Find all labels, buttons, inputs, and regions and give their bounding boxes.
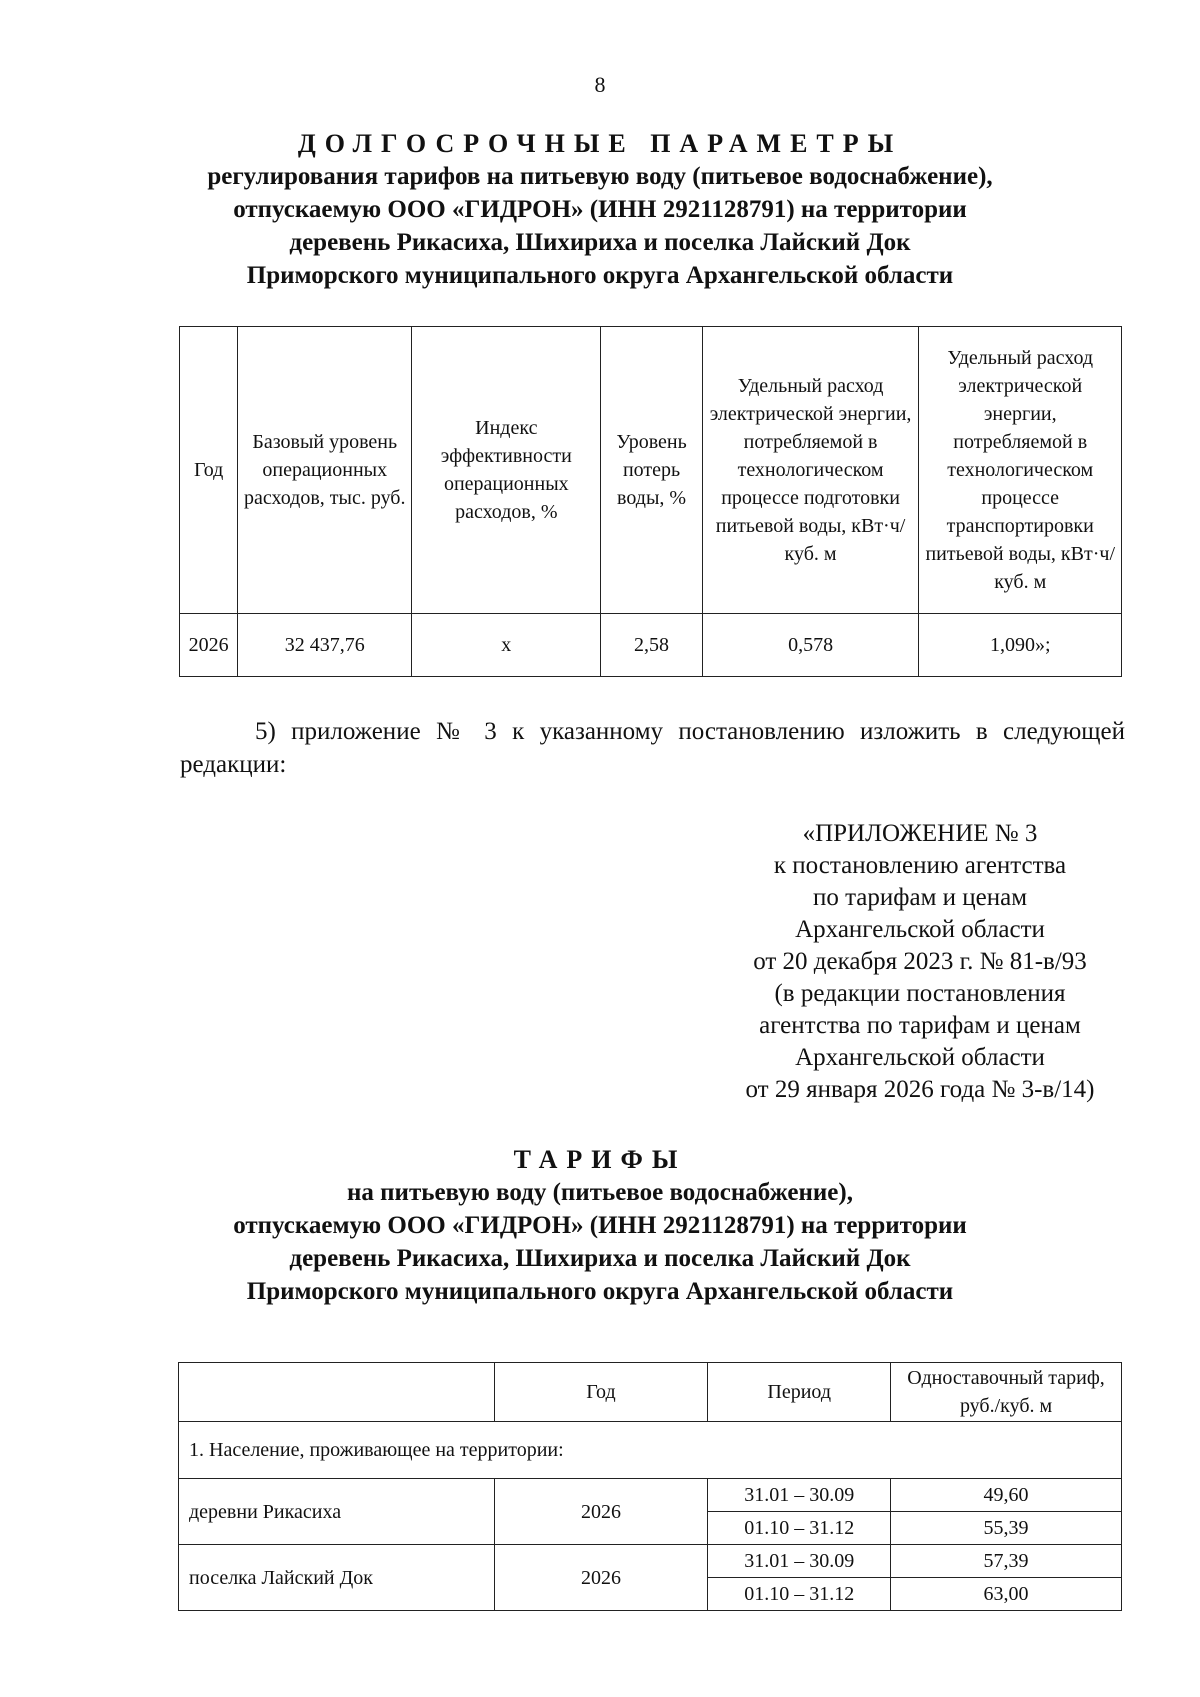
tariffs-heading: ТАРИФЫ [513, 1145, 687, 1174]
cell-water-loss: 2,58 [601, 614, 702, 677]
tariff-cell: 55,39 [891, 1512, 1122, 1545]
params-title-line: отпускаемую ООО «ГИДРОН» (ИНН 2921128791) на территории [233, 196, 967, 223]
tariffs-title [150, 1143, 1050, 1308]
appendix-line: по тарифам и ценам [812, 884, 1028, 911]
appendix-reference [700, 818, 1140, 1106]
settlement-year: 2026 [494, 1479, 708, 1545]
tariffs-title-line: деревень Рикасиха, Шихириха и поселка Лайский Док [289, 1245, 911, 1272]
tariff-cell: 63,00 [891, 1578, 1122, 1611]
appendix-line: «ПРИЛОЖЕНИЕ № 3 [802, 820, 1038, 847]
params-title-line: Приморского муниципального округа Архангельской области [246, 262, 954, 289]
settlement-name: поселка Лайский Док [179, 1545, 495, 1611]
params-title-line: деревень Рикасиха, Шихириха и поселка Лайский Док [289, 229, 911, 256]
settlement-year: 2026 [494, 1545, 708, 1611]
tariffs-title-line: на питьевую воду (питьевое водоснабжение), [347, 1179, 853, 1206]
header-period: Период [708, 1363, 891, 1422]
params-heading: ДОЛГОСРОЧНЫЕ ПАРАМЕТРЫ [297, 129, 903, 158]
appendix-line: (в редакции постановления [774, 980, 1066, 1007]
group-label-row [179, 1422, 1122, 1479]
header-energy-preparation: Удельный расход электрической энергии, потребляемой в технологическом процессе подготовки питьевой воды, кВт·ч/куб. м [702, 327, 919, 614]
header-water-loss: Уровень потерь воды, % [601, 327, 702, 614]
appendix-line: от 20 декабря 2023 г. № 81-в/93 [753, 948, 1087, 975]
tariff-cell: 57,39 [891, 1545, 1122, 1578]
params-title [150, 127, 1050, 292]
appendix-line: агентства по тарифам и ценам [759, 1012, 1081, 1039]
params-data-row [180, 614, 1122, 677]
cell-efficiency-index: х [412, 614, 601, 677]
cell-energy-preparation: 0,578 [702, 614, 919, 677]
tariff-cell: 49,60 [891, 1479, 1122, 1512]
header-tariff: Одноставочный тариф, руб./куб. м [891, 1363, 1122, 1422]
cell-energy-transport: 1,090»; [919, 614, 1122, 677]
period-cell: 31.01 – 30.09 [708, 1479, 891, 1512]
cell-year: 2026 [180, 614, 238, 677]
table-row [179, 1545, 1122, 1578]
period-cell: 01.10 – 31.12 [708, 1512, 891, 1545]
tariffs-header-row [179, 1363, 1122, 1422]
header-year: Год [180, 327, 238, 614]
appendix-line: к постановлению агентства [773, 852, 1067, 879]
header-year: Год [494, 1363, 708, 1422]
params-title-line: регулирования тарифов на питьевую воду (питьевое водоснабжение), [207, 163, 993, 190]
params-header-row [180, 327, 1122, 614]
appendix-line: от 29 января 2026 года № 3-в/14) [745, 1076, 1095, 1103]
params-table [179, 326, 1122, 677]
appendix-line: Архангельской области [795, 916, 1045, 943]
tariffs-title-line: отпускаемую ООО «ГИДРОН» (ИНН 2921128791) на территории [233, 1212, 967, 1239]
header-efficiency-index: Индекс эффективности операционных расходов, % [412, 327, 601, 614]
tariffs-title-line: Приморского муниципального округа Архангельской области [246, 1278, 954, 1305]
header-base-opex: Базовый уровень операционных расходов, тыс. руб. [238, 327, 412, 614]
period-cell: 01.10 – 31.12 [708, 1578, 891, 1611]
settlement-name: деревни Рикасиха [179, 1479, 495, 1545]
period-cell: 31.01 – 30.09 [708, 1545, 891, 1578]
page-number: 8 [594, 72, 606, 97]
group-label: 1. Население, проживающее на территории: [179, 1422, 1122, 1479]
tariffs-table [178, 1362, 1122, 1611]
table-row [179, 1479, 1122, 1512]
amendment-paragraph: 5) приложение № 3 к указанному постановлению изложить в следующей редакции: [180, 718, 1125, 778]
appendix-line: Архангельской области [795, 1044, 1045, 1071]
header-energy-transport: Удельный расход электрической энергии, потребляемой в технологическом процессе транспортировки питьевой воды, кВт·ч/куб. м [919, 327, 1122, 614]
header-blank [179, 1363, 495, 1422]
cell-base-opex: 32 437,76 [238, 614, 412, 677]
